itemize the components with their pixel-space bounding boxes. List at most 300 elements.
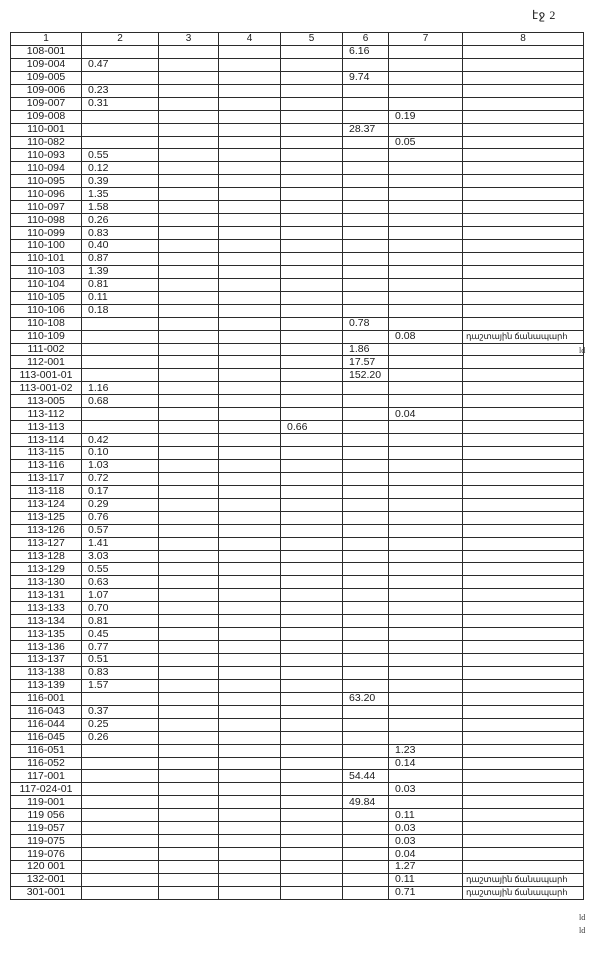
col6-value-cell bbox=[343, 822, 389, 835]
col2-value-cell: 0.57 bbox=[82, 524, 159, 537]
table-row bbox=[11, 511, 584, 524]
col5-value-cell bbox=[281, 524, 343, 537]
col6-value-cell: 152.20 bbox=[343, 369, 389, 382]
col4-value-cell bbox=[219, 214, 281, 227]
col7-value-cell: 0.19 bbox=[389, 110, 463, 123]
col5-value-cell bbox=[281, 84, 343, 97]
col3-value-cell bbox=[159, 317, 219, 330]
col2-value-cell bbox=[82, 692, 159, 705]
table-row bbox=[11, 731, 584, 744]
col6-value-cell bbox=[343, 447, 389, 460]
col4-value-cell bbox=[219, 511, 281, 524]
parcel-code-cell: 113-130 bbox=[11, 576, 82, 589]
col3-value-cell bbox=[159, 447, 219, 460]
col7-value-cell bbox=[389, 550, 463, 563]
col7-value-cell: 0.03 bbox=[389, 783, 463, 796]
col4-value-cell bbox=[219, 421, 281, 434]
col2-value-cell: 0.40 bbox=[82, 240, 159, 253]
parcel-code-cell: 117-001 bbox=[11, 770, 82, 783]
col3-value-cell bbox=[159, 188, 219, 201]
table-row bbox=[11, 45, 584, 58]
col5-value-cell bbox=[281, 356, 343, 369]
note-cell bbox=[463, 705, 584, 718]
col3-value-cell bbox=[159, 330, 219, 343]
col5-value-cell: 0.66 bbox=[281, 421, 343, 434]
note-cell bbox=[463, 485, 584, 498]
col2-value-cell: 0.68 bbox=[82, 395, 159, 408]
col6-value-cell bbox=[343, 654, 389, 667]
col7-value-cell bbox=[389, 654, 463, 667]
col5-value-cell bbox=[281, 654, 343, 667]
table-row bbox=[11, 201, 584, 214]
col6-value-cell: 63.20 bbox=[343, 692, 389, 705]
col4-value-cell bbox=[219, 291, 281, 304]
col7-value-cell: 0.03 bbox=[389, 835, 463, 848]
col7-value-cell bbox=[389, 265, 463, 278]
parcel-code-cell: 109-005 bbox=[11, 71, 82, 84]
parcel-code-cell: 117-024-01 bbox=[11, 783, 82, 796]
table-row bbox=[11, 822, 584, 835]
note-cell bbox=[463, 136, 584, 149]
parcel-code-cell: 110-105 bbox=[11, 291, 82, 304]
col2-value-cell bbox=[82, 110, 159, 123]
col3-value-cell bbox=[159, 356, 219, 369]
col6-value-cell bbox=[343, 757, 389, 770]
note-cell bbox=[463, 265, 584, 278]
col3-value-cell bbox=[159, 511, 219, 524]
col6-value-cell bbox=[343, 434, 389, 447]
col7-value-cell bbox=[389, 472, 463, 485]
col2-value-cell: 0.55 bbox=[82, 563, 159, 576]
col3-value-cell bbox=[159, 692, 219, 705]
col7-value-cell bbox=[389, 201, 463, 214]
note-cell bbox=[463, 809, 584, 822]
note-cell bbox=[463, 822, 584, 835]
col5-value-cell bbox=[281, 563, 343, 576]
land-parcel-table bbox=[10, 32, 584, 900]
note-cell bbox=[463, 408, 584, 421]
note-cell bbox=[463, 71, 584, 84]
col7-value-cell: 0.11 bbox=[389, 809, 463, 822]
col6-value-cell bbox=[343, 809, 389, 822]
col4-value-cell bbox=[219, 408, 281, 421]
col7-value-cell: 0.71 bbox=[389, 886, 463, 899]
col4-value-cell bbox=[219, 136, 281, 149]
col3-value-cell bbox=[159, 537, 219, 550]
note-cell bbox=[463, 472, 584, 485]
col7-value-cell bbox=[389, 162, 463, 175]
table-row bbox=[11, 252, 584, 265]
col6-value-cell bbox=[343, 252, 389, 265]
table-row bbox=[11, 162, 584, 175]
parcel-code-cell: 110-082 bbox=[11, 136, 82, 149]
table-row bbox=[11, 654, 584, 667]
col2-value-cell: 0.63 bbox=[82, 576, 159, 589]
col2-value-cell: 0.83 bbox=[82, 227, 159, 240]
col3-value-cell bbox=[159, 770, 219, 783]
col3-value-cell bbox=[159, 201, 219, 214]
table-row bbox=[11, 602, 584, 615]
col6-value-cell bbox=[343, 265, 389, 278]
col4-value-cell bbox=[219, 589, 281, 602]
col5-value-cell bbox=[281, 175, 343, 188]
col6-value-cell bbox=[343, 628, 389, 641]
col4-value-cell bbox=[219, 654, 281, 667]
col4-value-cell bbox=[219, 757, 281, 770]
col5-value-cell bbox=[281, 201, 343, 214]
col5-value-cell bbox=[281, 602, 343, 615]
col2-value-cell: 0.81 bbox=[82, 278, 159, 291]
table-row bbox=[11, 408, 584, 421]
table-row bbox=[11, 666, 584, 679]
col7-value-cell bbox=[389, 123, 463, 136]
note-cell bbox=[463, 861, 584, 874]
col3-value-cell bbox=[159, 175, 219, 188]
col5-value-cell bbox=[281, 809, 343, 822]
col5-value-cell bbox=[281, 537, 343, 550]
col7-value-cell bbox=[389, 576, 463, 589]
col3-value-cell bbox=[159, 757, 219, 770]
col3-value-cell bbox=[159, 421, 219, 434]
col2-value-cell: 0.87 bbox=[82, 252, 159, 265]
col3-value-cell bbox=[159, 589, 219, 602]
note-cell bbox=[463, 214, 584, 227]
note-cell bbox=[463, 421, 584, 434]
header-row bbox=[11, 33, 584, 46]
parcel-code-cell: 116-044 bbox=[11, 718, 82, 731]
note-cell bbox=[463, 524, 584, 537]
col6-value-cell: 0.78 bbox=[343, 317, 389, 330]
col2-value-cell: 0.12 bbox=[82, 162, 159, 175]
parcel-code-cell: 110-001 bbox=[11, 123, 82, 136]
note-cell bbox=[463, 343, 584, 356]
col5-value-cell bbox=[281, 382, 343, 395]
table-row bbox=[11, 317, 584, 330]
table-row bbox=[11, 835, 584, 848]
note-cell bbox=[463, 123, 584, 136]
col6-value-cell bbox=[343, 589, 389, 602]
parcel-code-cell: 110-097 bbox=[11, 201, 82, 214]
col6-value-cell bbox=[343, 563, 389, 576]
note-cell bbox=[463, 304, 584, 317]
col7-value-cell bbox=[389, 679, 463, 692]
parcel-code-cell: 109-004 bbox=[11, 58, 82, 71]
col4-value-cell bbox=[219, 498, 281, 511]
col2-value-cell bbox=[82, 744, 159, 757]
parcel-code-cell: 112-001 bbox=[11, 356, 82, 369]
col5-value-cell bbox=[281, 796, 343, 809]
col3-value-cell bbox=[159, 873, 219, 886]
col5-value-cell bbox=[281, 162, 343, 175]
col5-value-cell bbox=[281, 58, 343, 71]
col4-value-cell bbox=[219, 149, 281, 162]
col2-value-cell bbox=[82, 822, 159, 835]
col2-value-cell bbox=[82, 71, 159, 84]
col2-value-cell bbox=[82, 873, 159, 886]
col2-value-cell: 0.42 bbox=[82, 434, 159, 447]
col4-value-cell bbox=[219, 434, 281, 447]
col6-value-cell bbox=[343, 175, 389, 188]
note-cell bbox=[463, 783, 584, 796]
col3-value-cell bbox=[159, 149, 219, 162]
col3-value-cell bbox=[159, 861, 219, 874]
parcel-code-cell: 113-136 bbox=[11, 641, 82, 654]
col4-value-cell bbox=[219, 278, 281, 291]
col6-value-cell bbox=[343, 550, 389, 563]
col4-value-cell bbox=[219, 45, 281, 58]
col6-value-cell: 1.86 bbox=[343, 343, 389, 356]
col7-value-cell: 0.04 bbox=[389, 848, 463, 861]
col4-value-cell bbox=[219, 485, 281, 498]
note-cell bbox=[463, 796, 584, 809]
table-row bbox=[11, 71, 584, 84]
col6-value-cell bbox=[343, 240, 389, 253]
col5-value-cell bbox=[281, 822, 343, 835]
col3-value-cell bbox=[159, 835, 219, 848]
col7-value-cell: 0.11 bbox=[389, 873, 463, 886]
table-row bbox=[11, 175, 584, 188]
col3-value-cell bbox=[159, 563, 219, 576]
col4-value-cell bbox=[219, 240, 281, 253]
col3-value-cell bbox=[159, 304, 219, 317]
col6-value-cell bbox=[343, 214, 389, 227]
note-cell bbox=[463, 84, 584, 97]
col3-value-cell bbox=[159, 679, 219, 692]
col5-value-cell bbox=[281, 679, 343, 692]
col2-value-cell: 0.11 bbox=[82, 291, 159, 304]
table-row bbox=[11, 679, 584, 692]
col4-value-cell bbox=[219, 524, 281, 537]
col6-value-cell bbox=[343, 498, 389, 511]
col3-value-cell bbox=[159, 278, 219, 291]
col7-value-cell: 0.03 bbox=[389, 822, 463, 835]
parcel-code-cell: 132-001 bbox=[11, 873, 82, 886]
parcel-code-cell: 113-113 bbox=[11, 421, 82, 434]
parcel-code-cell: 110-098 bbox=[11, 214, 82, 227]
col4-value-cell bbox=[219, 110, 281, 123]
col4-value-cell bbox=[219, 783, 281, 796]
col6-value-cell bbox=[343, 718, 389, 731]
col7-value-cell bbox=[389, 304, 463, 317]
col4-value-cell bbox=[219, 123, 281, 136]
column-header-7: 7 bbox=[389, 33, 463, 46]
col5-value-cell bbox=[281, 861, 343, 874]
note-cell bbox=[463, 188, 584, 201]
parcel-code-cell: 109-006 bbox=[11, 84, 82, 97]
col4-value-cell bbox=[219, 861, 281, 874]
col6-value-cell bbox=[343, 149, 389, 162]
margin-mark: ld bbox=[579, 913, 586, 922]
col4-value-cell bbox=[219, 369, 281, 382]
col4-value-cell bbox=[219, 679, 281, 692]
col7-value-cell bbox=[389, 731, 463, 744]
col2-value-cell: 0.10 bbox=[82, 447, 159, 460]
note-cell bbox=[463, 550, 584, 563]
note-cell bbox=[463, 770, 584, 783]
parcel-code-cell: 113-126 bbox=[11, 524, 82, 537]
col6-value-cell: 6.16 bbox=[343, 45, 389, 58]
col2-value-cell bbox=[82, 848, 159, 861]
col3-value-cell bbox=[159, 162, 219, 175]
note-cell bbox=[463, 666, 584, 679]
col6-value-cell bbox=[343, 524, 389, 537]
col4-value-cell bbox=[219, 835, 281, 848]
col3-value-cell bbox=[159, 110, 219, 123]
col7-value-cell bbox=[389, 343, 463, 356]
note-cell bbox=[463, 58, 584, 71]
col7-value-cell bbox=[389, 524, 463, 537]
col3-value-cell bbox=[159, 343, 219, 356]
note-cell bbox=[463, 563, 584, 576]
col7-value-cell bbox=[389, 796, 463, 809]
table-row bbox=[11, 382, 584, 395]
table-row bbox=[11, 304, 584, 317]
col2-value-cell bbox=[82, 123, 159, 136]
col4-value-cell bbox=[219, 770, 281, 783]
col7-value-cell bbox=[389, 511, 463, 524]
col5-value-cell bbox=[281, 628, 343, 641]
col3-value-cell bbox=[159, 240, 219, 253]
col6-value-cell: 54.44 bbox=[343, 770, 389, 783]
table-row bbox=[11, 537, 584, 550]
col6-value-cell bbox=[343, 576, 389, 589]
col2-value-cell: 0.39 bbox=[82, 175, 159, 188]
col2-value-cell bbox=[82, 809, 159, 822]
note-cell bbox=[463, 615, 584, 628]
table-row bbox=[11, 718, 584, 731]
col6-value-cell bbox=[343, 705, 389, 718]
parcel-code-cell: 113-138 bbox=[11, 666, 82, 679]
col7-value-cell bbox=[389, 537, 463, 550]
col7-value-cell bbox=[389, 240, 463, 253]
col4-value-cell bbox=[219, 97, 281, 110]
column-header-8: 8 bbox=[463, 33, 584, 46]
col5-value-cell bbox=[281, 835, 343, 848]
parcel-code-cell: 110-101 bbox=[11, 252, 82, 265]
col7-value-cell bbox=[389, 641, 463, 654]
table-row bbox=[11, 188, 584, 201]
parcel-code-cell: 116-045 bbox=[11, 731, 82, 744]
col7-value-cell bbox=[389, 705, 463, 718]
parcel-code-cell: 113-139 bbox=[11, 679, 82, 692]
col3-value-cell bbox=[159, 628, 219, 641]
col4-value-cell bbox=[219, 84, 281, 97]
note-cell bbox=[463, 291, 584, 304]
parcel-code-cell: 119 056 bbox=[11, 809, 82, 822]
col2-value-cell: 1.35 bbox=[82, 188, 159, 201]
col2-value-cell bbox=[82, 835, 159, 848]
col2-value-cell: 1.41 bbox=[82, 537, 159, 550]
col6-value-cell: 9.74 bbox=[343, 71, 389, 84]
parcel-code-cell: 113-116 bbox=[11, 459, 82, 472]
col7-value-cell bbox=[389, 485, 463, 498]
table-row bbox=[11, 576, 584, 589]
col6-value-cell bbox=[343, 330, 389, 343]
table-row bbox=[11, 550, 584, 563]
column-header-1: 1 bbox=[11, 33, 82, 46]
note-cell bbox=[463, 382, 584, 395]
col5-value-cell bbox=[281, 188, 343, 201]
table-row bbox=[11, 84, 584, 97]
parcel-code-cell: 110-094 bbox=[11, 162, 82, 175]
table-row bbox=[11, 149, 584, 162]
col3-value-cell bbox=[159, 84, 219, 97]
col3-value-cell bbox=[159, 369, 219, 382]
parcel-code-cell: 110-108 bbox=[11, 317, 82, 330]
col3-value-cell bbox=[159, 731, 219, 744]
col4-value-cell bbox=[219, 731, 281, 744]
col3-value-cell bbox=[159, 602, 219, 615]
col2-value-cell bbox=[82, 886, 159, 899]
col7-value-cell: 0.05 bbox=[389, 136, 463, 149]
margin-mark: ld bbox=[579, 926, 586, 935]
col3-value-cell bbox=[159, 550, 219, 563]
col7-value-cell bbox=[389, 666, 463, 679]
note-cell bbox=[463, 110, 584, 123]
col4-value-cell bbox=[219, 615, 281, 628]
col7-value-cell: 1.27 bbox=[389, 861, 463, 874]
col3-value-cell bbox=[159, 615, 219, 628]
table-row bbox=[11, 291, 584, 304]
note-cell bbox=[463, 589, 584, 602]
col5-value-cell bbox=[281, 757, 343, 770]
note-cell bbox=[463, 511, 584, 524]
col5-value-cell bbox=[281, 485, 343, 498]
table-row bbox=[11, 873, 584, 886]
col5-value-cell bbox=[281, 343, 343, 356]
parcel-code-cell: 113-135 bbox=[11, 628, 82, 641]
parcel-code-cell: 113-137 bbox=[11, 654, 82, 667]
col2-value-cell: 1.39 bbox=[82, 265, 159, 278]
col4-value-cell bbox=[219, 227, 281, 240]
col4-value-cell bbox=[219, 537, 281, 550]
col6-value-cell bbox=[343, 395, 389, 408]
parcel-code-cell: 113-124 bbox=[11, 498, 82, 511]
parcel-code-cell: 113-112 bbox=[11, 408, 82, 421]
col6-value-cell bbox=[343, 744, 389, 757]
col3-value-cell bbox=[159, 809, 219, 822]
table-row bbox=[11, 615, 584, 628]
col4-value-cell bbox=[219, 58, 281, 71]
parcel-code-cell: 110-100 bbox=[11, 240, 82, 253]
col6-value-cell bbox=[343, 873, 389, 886]
col3-value-cell bbox=[159, 408, 219, 421]
col3-value-cell bbox=[159, 796, 219, 809]
col7-value-cell bbox=[389, 459, 463, 472]
note-cell bbox=[463, 459, 584, 472]
col4-value-cell bbox=[219, 576, 281, 589]
col3-value-cell bbox=[159, 58, 219, 71]
parcel-code-cell: 110-095 bbox=[11, 175, 82, 188]
parcel-code-cell: 110-096 bbox=[11, 188, 82, 201]
col2-value-cell: 0.77 bbox=[82, 641, 159, 654]
table-row bbox=[11, 757, 584, 770]
col5-value-cell bbox=[281, 731, 343, 744]
col7-value-cell bbox=[389, 214, 463, 227]
col3-value-cell bbox=[159, 576, 219, 589]
col5-value-cell bbox=[281, 873, 343, 886]
col5-value-cell bbox=[281, 149, 343, 162]
col4-value-cell bbox=[219, 188, 281, 201]
col4-value-cell bbox=[219, 641, 281, 654]
col2-value-cell bbox=[82, 408, 159, 421]
col2-value-cell bbox=[82, 421, 159, 434]
col3-value-cell bbox=[159, 123, 219, 136]
note-cell bbox=[463, 692, 584, 705]
col5-value-cell bbox=[281, 615, 343, 628]
col2-value-cell: 0.76 bbox=[82, 511, 159, 524]
note-cell bbox=[463, 149, 584, 162]
